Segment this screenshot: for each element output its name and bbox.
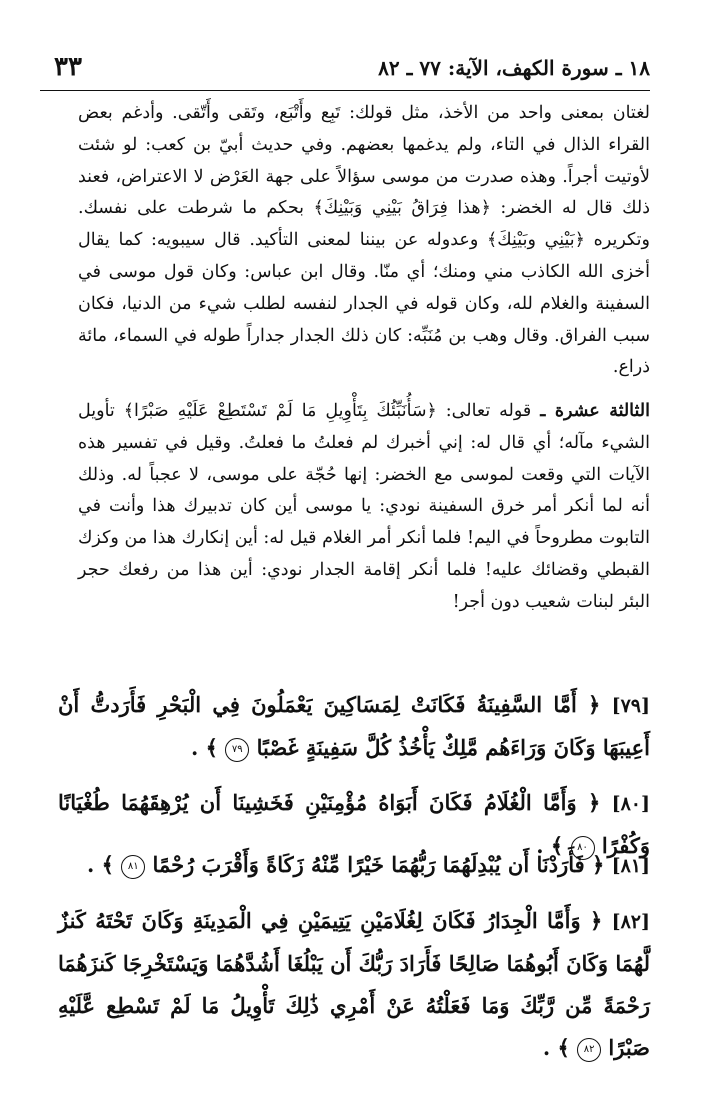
running-title: ١٨ ـ سورة الكهف، الآية: ٧٧ ـ ٨٢ xyxy=(378,56,650,80)
page-header xyxy=(40,52,650,90)
verse-number: [٨١] xyxy=(611,855,650,877)
verse-text: ﴿ وَأَمَّا الْجِدَارُ فَكَانَ لِغُلَامَيْنِ يَتِيمَيْنِ فِي الْمَدِينَةِ وَكَانَ تَحْتَهُ كَنزٌ لَّهُمَا وَكَانَ أَبُوهُمَا صَالِحًا فَأَرَادَ رَبُّكَ أَن يَبْلُغَا أَشُدَّهُمَا وَيَسْتَخْرِجَا كَنزَهُمَا رَحْمَةً مِّن رَّبِّكَ وَمَا فَعَلْتُهُ عَنْ أَمْرِي ذَٰلِكَ تَأْوِيلُ مَا لَمْ تَسْطِع عَّلَيْهِ صَبْرًا xyxy=(58,908,650,1060)
verse-end-marker-icon: ٨٢ xyxy=(577,1038,601,1062)
verse-end: ﴾ . xyxy=(86,852,114,877)
commentary-text-1: لغتان بمعنى واحد من الأخذ، مثل قولك: تَبِع وأَتْبَع، وتَقى وأَتّقى. وأدغم بعض القراء الذال في التاء، ولم يدغمها بعضهم. وفي حديث أبيّ بن كعب: لو شئت لأوتيت أجراً. وهذه صدرت من موسى سؤالاً على جهة العَرْض لا الاعتراض، فعند ذلك قال له الخضر: ﴿هذا فِرَاقُ بَيْنِي وَبَيْنِكَ﴾ بحكم ما شرطت على نفسك. وتكريره ﴿بَيْنِي وبَيْنِكَ﴾ وعدوله عن بيننا لمعنى التأكيد. قال سيبويه: كما يقال أخزى الله الكاذب مني ومنك؛ أي منّا. وقال ابن عباس: وكان قول موسى في السفينة والغلام لله، وكان قوله في الجدار لنفسه لطلب شيء من الدنيا، فكان سبب الفراق. وقال وهب بن مُنَبِّه: كان ذلك الجدار جداراً طوله في السماء، مائة ذراع. xyxy=(78,103,651,378)
verse-text: ﴿ وَأَمَّا الْغُلَامُ فَكَانَ أَبَوَاهُ مُؤْمِنَيْنِ فَخَشِينَا أَن يُرْهِقَهُمَا طُغْيَانًا وَكُفْرًا xyxy=(58,790,650,858)
commentary-paragraph-1 xyxy=(78,98,650,384)
verse-81 xyxy=(58,844,650,887)
verse-text: ﴿ أَمَّا السَّفِينَةُ فَكَانَتْ لِمَسَاكِينَ يَعْمَلُونَ فِي الْبَحْرِ فَأَرَدتُّ أَنْ أَعِيبَهَا وَكَانَ وَرَاءَهُم مَّلِكٌ يَأْخُذُ كُلَّ سَفِينَةٍ غَصْبًا xyxy=(58,692,650,760)
page-number: ٣٣ xyxy=(54,52,82,82)
commentary-text-2: قوله تعالى: ﴿سَأُنَبِّئُكَ بِتَأْوِيلِ مَا لَمْ تَسْتَطِعْ عَلَيْهِ صَبْرًا﴾ تأويل الشيء مآله؛ أي قال له: إني أخبرك لم فعلتُ ما فعلتُ. وقيل في تفسير هذه الآيات التي وقعت لموسى مع الخضر: إنها حُجّة على موسى، لا عجباً له. وذلك أنه لما أنكر أمر خرق السفينة نودي: يا موسى أين كان تدبيرك هذا وأنت في التابوت مطروحاً في اليم! فلما أنكر أمر الغلام قيل له: أين إنكارك هذا من وكزك القبطي وقضائك عليه! فلما أنكر إقامة الجدار نودي: أين هذا من رفعك حجر البئر لبنات شعيب دون أجر! xyxy=(78,401,650,612)
verse-79 xyxy=(58,684,650,769)
verse-end: ﴾ . xyxy=(536,833,564,858)
commentary-paragraph-2 xyxy=(78,396,650,619)
verse-number: [٨٠] xyxy=(611,793,650,815)
verse-end-marker-icon: ٨٠ xyxy=(571,836,595,860)
verse-end: ﴾ . xyxy=(542,1035,570,1060)
verse-text: ﴿ فَأَرَدْنَا أَن يُبْدِلَهُمَا رَبُّهُمَا خَيْرًا مِّنْهُ زَكَاةً وَأَقْرَبَ رُحْمًا xyxy=(152,852,605,877)
verse-end-marker-icon: ٨١ xyxy=(121,855,145,879)
verse-end: ﴾ . xyxy=(191,735,218,760)
verse-82 xyxy=(58,900,650,1069)
verse-end-marker-icon: ٧٩ xyxy=(225,738,249,762)
section-heading: الثالثة عشرة ـ xyxy=(540,401,650,421)
verse-number: [٨٢] xyxy=(611,911,650,933)
verse-number: [٧٩] xyxy=(611,695,651,717)
header-rule xyxy=(40,90,650,91)
